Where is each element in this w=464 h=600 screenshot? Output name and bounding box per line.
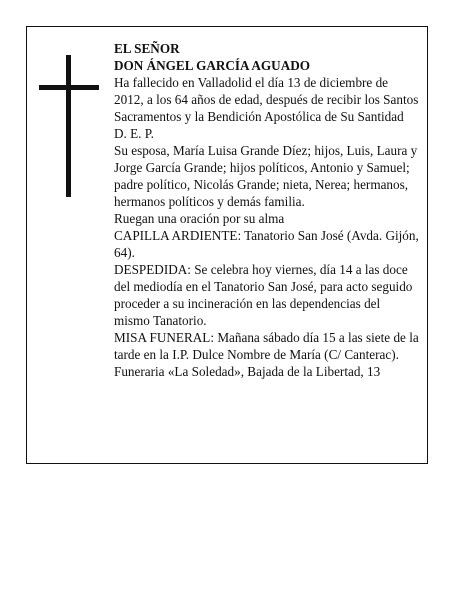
title-line-1: EL SEÑOR <box>114 41 180 56</box>
cross-vertical-bar <box>66 55 71 197</box>
chapel-info: CAPILLA ARDIENTE: Tanatorio San José (Avda. Gijón, 64). <box>114 228 419 260</box>
prayer-request: Ruegan una oración por su alma <box>114 211 285 226</box>
farewell-info: DESPEDIDA: Se celebra hoy viernes, día 14 a las doce del mediodía en el Tanatorio San José, para acto seguido proceder a su incineración en las dependencias del mismo Tanatorio. <box>114 262 413 328</box>
cross-horizontal-bar <box>39 85 99 90</box>
funeral-mass-info: MISA FUNERAL: Mañana sábado día 15 a las siete de la tarde en la I.P. Dulce Nombre de María (C/ Canterac). <box>114 330 419 362</box>
rip: D. E. P. <box>114 126 154 141</box>
family-list: Su esposa, María Luisa Grande Díez; hijos, Luis, Laura y Jorge García Grande; hijos políticos, Antonio y Samuel; padre político, Nicolás Grande; nieta, Nerea; hermanos, hermanos políticos y demás familia. <box>114 143 418 209</box>
cross-icon <box>39 55 99 197</box>
death-notice: Ha fallecido en Valladolid el día 13 de diciembre de 2012, a los 64 años de edad, después de recibir los Santos Sacramentos y la Bendición Apostólica de Su Santidad <box>114 75 419 124</box>
funeral-home-info: Funeraria «La Soledad», Bajada de la Libertad, 13 <box>114 364 381 379</box>
deceased-name: DON ÁNGEL GARCÍA AGUADO <box>114 58 311 73</box>
obituary-notice <box>26 26 428 464</box>
obituary-text <box>114 40 419 380</box>
